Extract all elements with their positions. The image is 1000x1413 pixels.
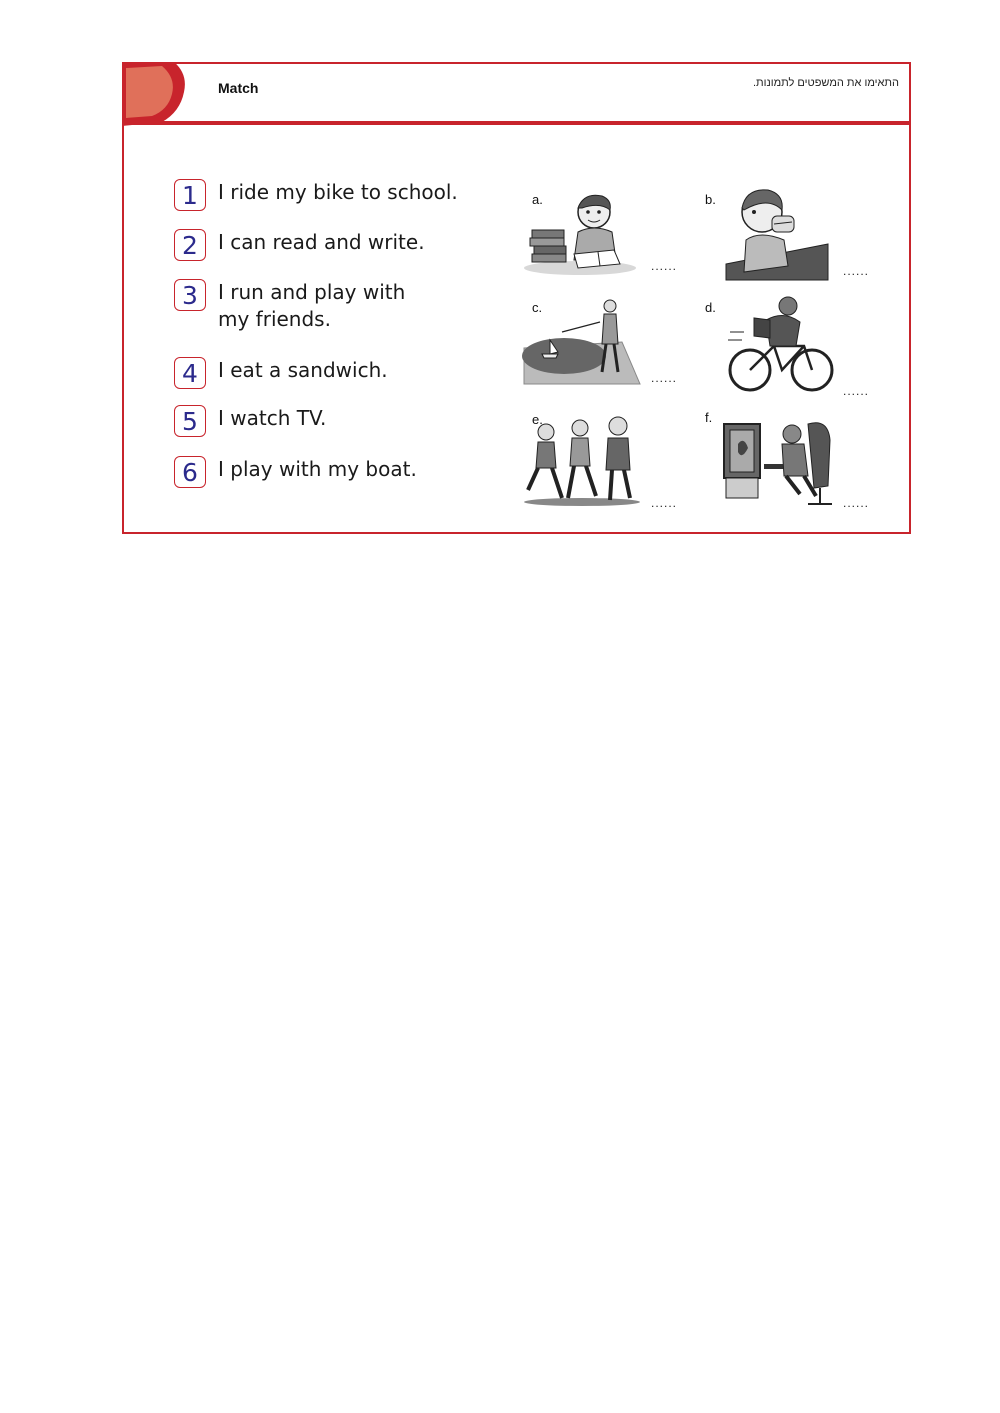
sentence-text: I play with my boat. <box>218 457 417 481</box>
answer-blank-e[interactable]: ...... <box>651 496 678 510</box>
toy-boat-icon <box>522 296 642 388</box>
picture-label-e: e. <box>532 412 543 427</box>
answer-blank-a[interactable]: ...... <box>651 259 678 273</box>
sentence-text: I watch TV. <box>218 406 327 430</box>
reading-boy-icon <box>522 184 642 276</box>
answer-blank-b[interactable]: ...... <box>843 264 870 278</box>
header-divider <box>124 121 909 125</box>
answer-blank-d[interactable]: ...... <box>843 384 870 398</box>
sentence-text: I can read and write. <box>218 230 425 254</box>
picture-label-f: f. <box>705 410 713 425</box>
picture-label-a: a. <box>532 192 543 207</box>
sentence-number: 4 <box>174 357 206 389</box>
worksheet <box>122 62 911 534</box>
sentence-text: I eat a sandwich. <box>218 358 388 382</box>
bike-rider-icon <box>724 296 839 396</box>
worksheet-title: Match <box>218 80 259 96</box>
sentence-number: 1 <box>174 179 206 211</box>
sentence-2 <box>174 229 425 261</box>
sentence-3 <box>174 279 405 333</box>
sentence-number: 5 <box>174 405 206 437</box>
instruction-hebrew: התאימו את המשפטים לתמונות. <box>752 77 899 89</box>
running-friends-icon <box>522 412 642 508</box>
sentence-number: 6 <box>174 456 206 488</box>
sentence-text: I run and play with my friends. <box>218 280 406 331</box>
picture-label-d: d. <box>705 300 716 315</box>
sentence-4 <box>174 357 388 389</box>
sentence-number: 3 <box>174 279 206 311</box>
picture-label-c: c. <box>532 300 543 315</box>
sentence-1 <box>174 179 458 211</box>
answer-blank-c[interactable]: ...... <box>651 371 678 385</box>
eating-sandwich-icon <box>724 182 834 282</box>
sentence-5 <box>174 405 326 437</box>
sentence-6 <box>174 456 417 488</box>
sentence-text: I ride my bike to school. <box>218 180 458 204</box>
answer-blank-f[interactable]: ...... <box>843 496 870 510</box>
watching-tv-icon <box>720 416 840 508</box>
sentence-number: 2 <box>174 229 206 261</box>
picture-label-b: b. <box>705 192 716 207</box>
